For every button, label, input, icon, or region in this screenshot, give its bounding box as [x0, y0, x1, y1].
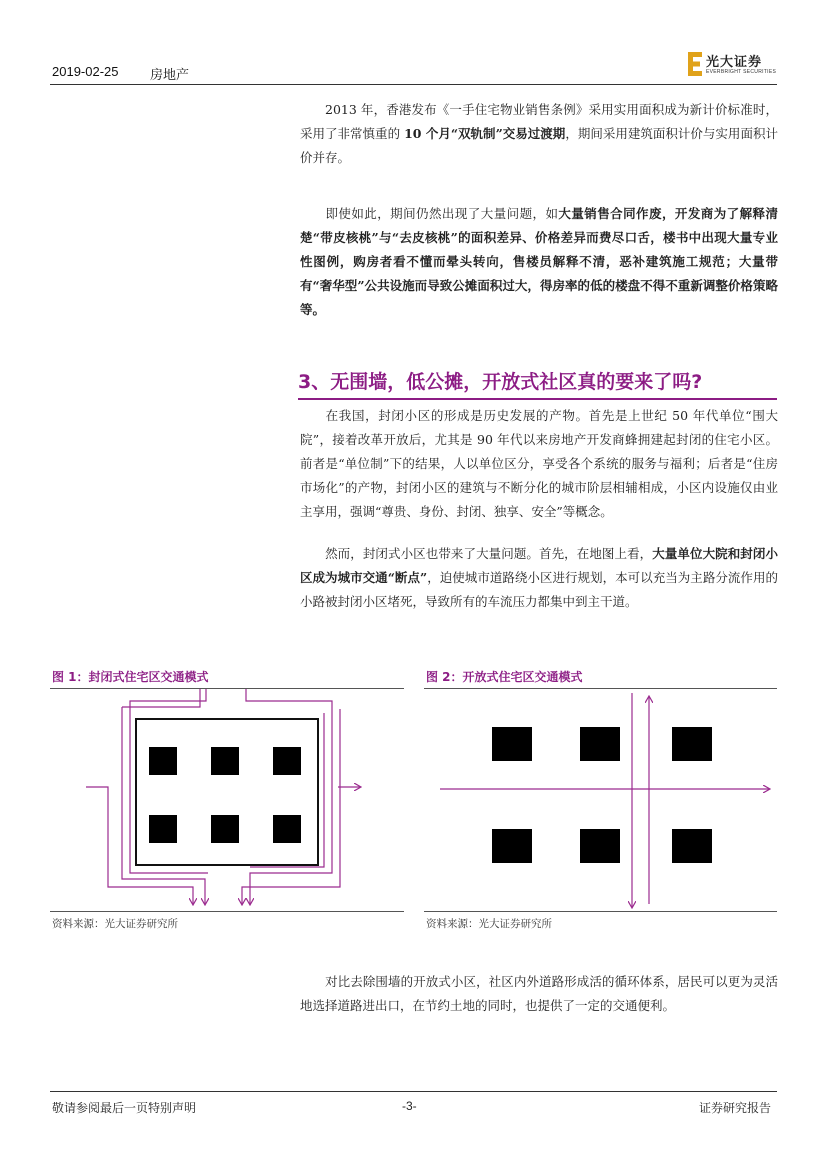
open-community-diagram — [424, 689, 777, 911]
figure-1-source: 资料来源：光大证券研究所 — [52, 918, 178, 930]
through-roads — [440, 693, 769, 907]
section-title-underline — [298, 398, 777, 400]
header-divider — [50, 84, 777, 85]
building-block — [580, 727, 620, 761]
highlight-problems: 大量销售合同作废，开发商为了解释清楚“带皮核桃”与“去皮核桃”的面积差异、价格差异而费尽口舌，楼书中出现大量专业性图例，购房者看不懂而晕头转向，售楼员解释不清，恶补建筑施工规范；大量带有“奢华型”公共设施而导致公摊面积过大，得房率的低的楼盘不得不重新调整价格策略等。 — [300, 206, 778, 317]
section-title: 3、无围墙，低公摊，开放式社区真的要来了吗? — [298, 371, 703, 393]
building-block — [149, 815, 177, 843]
report-date: 2019-02-25 — [52, 64, 119, 79]
figure-1-bottom-rule — [50, 911, 404, 912]
footer-disclaimer: 敬请参阅最后一页特别声明 — [52, 1101, 197, 1115]
buildings — [149, 747, 301, 843]
footer-divider — [50, 1091, 777, 1092]
community-wall — [136, 719, 318, 865]
figure-2-bottom-rule — [424, 911, 777, 912]
building-block — [672, 727, 712, 761]
building-block — [580, 829, 620, 863]
figure-2-source: 资料来源：光大证券研究所 — [426, 918, 552, 930]
report-sector: 房地产 — [150, 67, 190, 82]
paragraph-hk-sales-ordinance: 2013 年，香港发布《一手住宅物业销售条例》采用实用面积成为新计价标准时，采用了非常慎重的 10 个月“双轨制”交易过渡期，期间采用建筑面积计价与实用面积计价并存。 — [300, 102, 778, 165]
logo-text-en: EVERBRIGHT SECURITIES — [706, 69, 777, 75]
building-block — [211, 815, 239, 843]
figure-1-title: 图 1：封闭式住宅区交通模式 — [52, 670, 209, 684]
logo-text-cn: 光大证券 — [706, 55, 763, 70]
everbright-logo-icon — [688, 52, 702, 76]
everbright-logo — [688, 50, 778, 80]
buildings — [492, 727, 712, 863]
building-block — [492, 829, 532, 863]
building-block — [211, 747, 239, 775]
paragraph-open-community: 对比去除围墙的开放式小区，社区内外道路形成活的循环体系，居民可以更为灵活地选择道路进出口，在节约土地的同时，也提供了一定的交通便利。 — [300, 974, 778, 1013]
paragraph-gated-problems: 然而，封闭式小区也带来了大量问题。首先，在地图上看，大量单位大院和封闭小区成为城市交通“断点”，迫使城市道路绕小区进行规划，本可以充当为主路分流作用的小路被封闭小区堵死，导致所有的车流压力都集中到主干道。 — [300, 546, 778, 609]
closed-community-diagram — [50, 689, 404, 911]
highlight-traffic-breakpoint: 大量单位大院和封闭小区成为城市交通“断点” — [300, 546, 778, 585]
building-block — [492, 727, 532, 761]
building-block — [273, 815, 301, 843]
paragraph-gated-history: 在我国，封闭小区的形成是历史发展的产物。首先是上世纪 50 年代单位“围大院”，接着改革开放后，尤其是 90 年代以来房地产开发商蜂拥建起封闭的住宅小区。前者是“单位制”下的结果，人以单位区分，享受各个系统的服务与福利；后者是“住房市场化”的产物，封闭小区的建筑与不断分化的城市阶层相辅相成，小区内设施仅由业主享用，强调“尊贵、身份、封闭、独享、安全”等概念。 — [300, 408, 778, 519]
highlight-transition-period: 10 个月“双轨制”交易过渡期 — [404, 126, 566, 141]
building-block — [149, 747, 177, 775]
page-number: -3- — [402, 1099, 417, 1113]
paragraph-transition-problems: 即使如此，期间仍然出现了大量问题，如大量销售合同作废，开发商为了解释清楚“带皮核桃”与“去皮核桃”的面积差异、价格差异而费尽口舌，楼书中出现大量专业性图例，购房者看不懂而晕头转向，售楼员解释不清，恶补建筑施工规范；大量带有“奢华型”公共设施而导致公摊面积过大，得房率的低的楼盘不得不重新调整价格策略等。 — [300, 206, 778, 317]
building-block — [273, 747, 301, 775]
footer-report-type: 证券研究报告 — [699, 1101, 772, 1115]
figure-2-title: 图 2：开放式住宅区交通模式 — [426, 670, 583, 684]
building-block — [672, 829, 712, 863]
